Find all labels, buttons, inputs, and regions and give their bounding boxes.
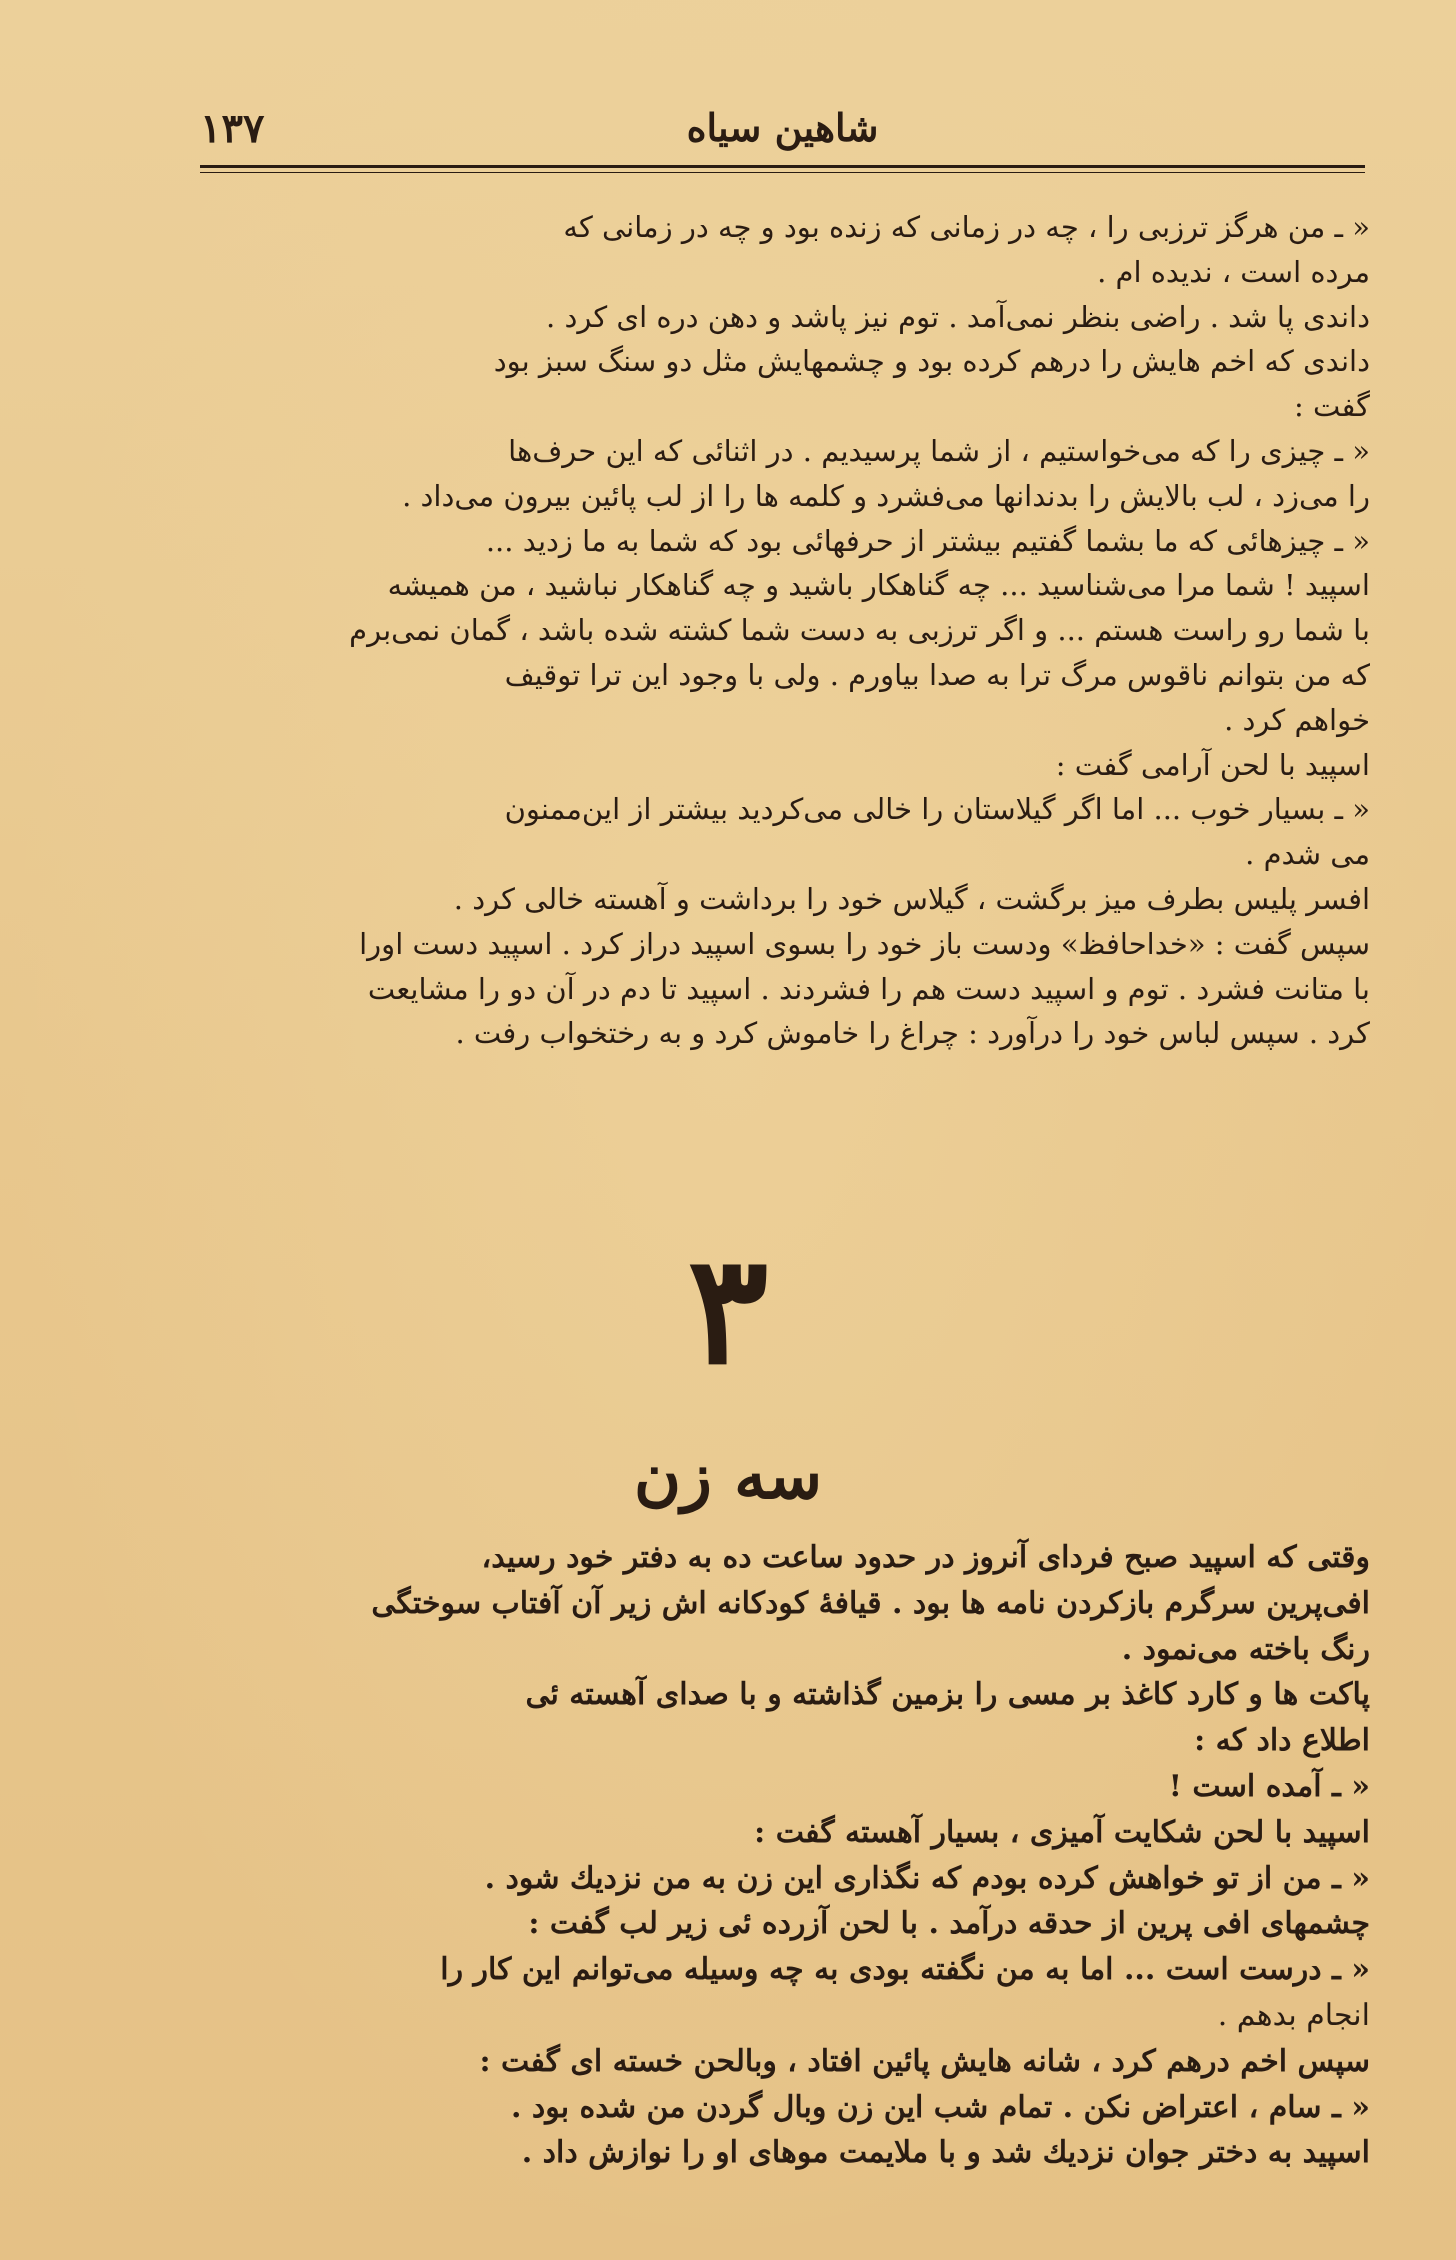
text-line: اطلاع داد که : [1194, 1723, 1370, 1759]
text-line: وقتی که اسپید صبح فردای آنروز در حدود ساعت ده به دفتر خود رسید، [481, 1540, 1370, 1575]
page-header [200, 105, 1365, 165]
chapter-3-text [175, 1535, 1370, 2176]
chapter-number: ۳ [687, 1222, 769, 1398]
text-line: سپس اخم درهم کرد ، شانه هایش پائین افتاد ، وبالحن خسته ای گفت : [479, 2043, 1370, 2079]
text-line: کرد . سپس لباس خود را درآورد : چراغ را خاموش کرد و به رختخواب رفت . [455, 1016, 1370, 1051]
chapter-title: سه زن [633, 1439, 823, 1514]
text-line: داندی پا شد . راضی بنظر نمی‌آمد . توم نیز پاشد و دهن دره ای کرد . [546, 299, 1370, 334]
text-line: گفت : [1294, 389, 1370, 424]
text-line: داندی که اخم هایش را درهم کرده بود و چشمهایش مثل دو سنگ سبز بود [493, 344, 1370, 379]
text-line: اسپید به دختر جوان نزدیك شد و با ملایمت موهای او را نوازش داد . [521, 2135, 1370, 2171]
text-line: « ـ چیزی را که می‌خواستیم ، از شما پرسیدیم . در اثنائی که این حرف‌ها [508, 433, 1370, 468]
text-line: با متانت فشرد . توم و اسپید دست هم را فشردند . اسپید تا دم در آن دو را مشایعت [367, 971, 1370, 1006]
text-line: « ـ من از تو خواهش کرده بودم که نگذاری این زن به من نزدیك شود . [484, 1860, 1370, 1896]
text-line: می شدم . [1245, 837, 1370, 872]
text-line: « ـ چیزهائی که ما بشما گفتیم بیشتر از حرفهائی بود که شما به ما زدید ... [485, 523, 1370, 558]
text-line: « ـ سام ، اعتراض نکن . تمام شب این زن وبال گردن من شده بود . [510, 2089, 1370, 2125]
page-number: ۱۳۷ [200, 105, 265, 152]
text-line: سپس گفت : «خداحافظ» ودست باز خود را بسوی اسپید دراز کرد . اسپید دست اورا [359, 926, 1370, 961]
running-title: شاهین سیاه [686, 105, 879, 150]
text-line: که من بتوانم ناقوس مرگ ترا به صدا بیاورم . ولی با وجود این ترا توقیف [504, 657, 1370, 692]
text-line: با شما رو راست هستم ... و اگر ترزبی به دست شما کشته شده باشد ، گمان نمی‌برم [349, 613, 1370, 648]
text-line: اسپید ! شما مرا می‌شناسید ... چه گناهکار باشید و چه گناهکار نباشید ، من همیشه [387, 568, 1370, 603]
text-line: اسپید با لحن آرامی گفت : [1055, 747, 1370, 782]
text-line: انجام بدهم . [1217, 1997, 1370, 2033]
chapter-2-ending-text [175, 205, 1370, 1056]
text-line: را می‌زد ، لب بالایش را بدندانها می‌فشرد و کلمه ها را از لب پائین بیرون می‌داد . [402, 478, 1370, 513]
text-line: « ـ بسیار خوب ... اما اگر گیلاستان را خالی می‌کردید بیشتر از این‌ممنون [504, 792, 1370, 827]
text-line: چشمهای افی پرین از حدقه درآمد . با لحن آزرده ئی زیر لب گفت : [528, 1906, 1370, 1942]
text-line: پاکت ها و کارد کاغذ بر مسی را بزمین گذاشته و با صدای آهسته ئی [525, 1677, 1370, 1713]
text-line: اسپید با لحن شکایت آمیزی ، بسیار آهسته گفت : [754, 1814, 1370, 1850]
text-line: افی‌پرین سرگرم بازکردن نامه ها بود . قیافهٔ کودکانه اش زیر آن آفتاب سوختگی [371, 1585, 1370, 1621]
header-rule-thin [200, 172, 1365, 173]
text-line: « ـ آمده است ! [1168, 1768, 1370, 1804]
text-line: مرده است ، ندیده ام . [1097, 254, 1370, 289]
text-line: « ـ من هرگز ترزبی را ، چه در زمانی که زنده بود و چه در زمانی که [563, 210, 1370, 244]
text-line: افسر پلیس بطرف میز برگشت ، گیلاس خود را برداشت و آهسته خالی کرد . [453, 881, 1370, 916]
text-line: « ـ درست است ... اما به من نگفته بودی به چه وسیله می‌توانم این کار را [440, 1952, 1370, 1988]
header-rule [200, 165, 1365, 168]
text-line: خواهم کرد . [1224, 702, 1370, 737]
text-line: رنگ باخته می‌نمود . [1121, 1631, 1370, 1667]
